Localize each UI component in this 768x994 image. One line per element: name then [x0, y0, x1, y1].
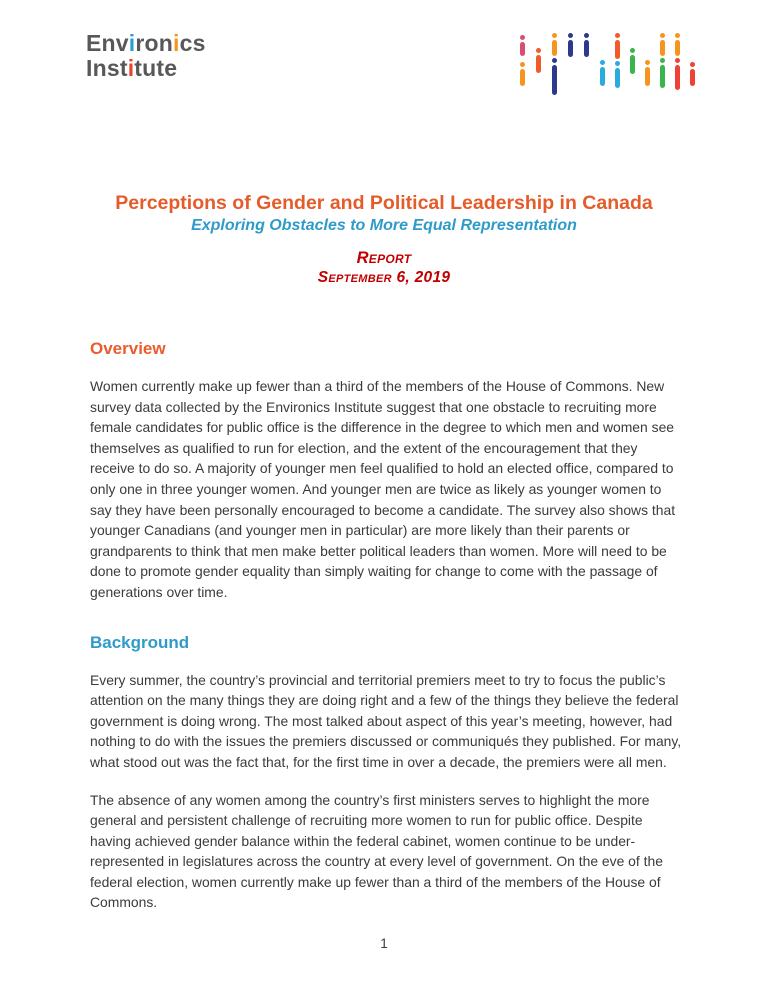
report-title: Perceptions of Gender and Political Leadership in Canada	[115, 192, 653, 214]
logo-wordmark-line2	[86, 56, 206, 81]
i-glyph	[520, 62, 525, 86]
i-glyph	[520, 35, 525, 56]
i-glyph	[584, 33, 589, 57]
paragraph: Every summer, the country’s provincial and territorial premiers meet to try to focus the public’s attention on the many things they are doing right and a few of the things they believe the federal government is doing wrong. The most talked about aspect of this year’s meeting, however, had nothing to do with the issues the premiers discussed or communiqués they published. For many, what stood out was the fact that, for the first time in over a decade, the premiers were all men.	[90, 671, 682, 770]
logo-letter-segment: i	[128, 30, 136, 56]
section-background	[90, 632, 682, 914]
document-body	[90, 338, 682, 913]
logo-letter-segment: Inst	[86, 55, 128, 81]
i-glyph	[675, 58, 680, 90]
logo-letter-segment: i	[173, 30, 180, 56]
i-glyph	[615, 61, 620, 88]
report-date: September 6, 2019	[317, 269, 451, 286]
report-subtitle: Exploring Obstacles to More Equal Representation	[191, 217, 577, 234]
page-number: 1	[380, 936, 388, 951]
report-label: Report	[356, 249, 412, 267]
i-glyph	[552, 58, 557, 95]
i-glyph	[615, 33, 620, 59]
i-glyph	[568, 33, 573, 57]
page-footer	[0, 936, 768, 951]
i-glyph	[660, 33, 665, 56]
logo-letter-segment: cs	[179, 30, 206, 56]
logo-letter-segment: Env	[86, 30, 129, 56]
section-heading-background: Background	[90, 632, 190, 652]
i-glyph	[690, 62, 695, 86]
logo-letter-segment: tute	[134, 55, 178, 81]
i-glyph	[600, 60, 605, 86]
logo-wordmark-line1	[86, 31, 206, 56]
logo-letter-segment: ron	[135, 30, 174, 56]
environics-i-pattern-icon	[515, 28, 705, 98]
section-overview	[90, 338, 682, 603]
environics-institute-logo	[86, 31, 206, 81]
i-glyph	[660, 58, 665, 88]
paragraph: The absence of any women among the country’s first ministers serves to highlight the more general and persistent challenge of recruiting more women to run for public office. Despite having achieved gender balance within the federal cabinet, women continue to be under-represented in legislatures across the country at every level of government. On the eve of the federal election, women currently make up fewer than a third of the members of the House of Commons.	[90, 791, 663, 911]
report-meta-block	[0, 249, 768, 287]
i-glyph	[552, 33, 557, 56]
i-glyph	[630, 48, 635, 74]
logo-letter-segment: i	[127, 55, 135, 81]
section-heading-overview: Overview	[90, 339, 166, 358]
paragraph: Women currently make up fewer than a third of the members of the House of Commons. New survey data collected by the Environics Institute suggest that one obstacle to recruiting more female candidates for public office is the difference in the degree to which men and women see themselves as qualified to run for election, and the extent of the encouragement that they receive to do so. A majority of younger men feel qualified to hold an elected office, compared to only one in three younger women. And younger men are twice as likely as younger women to say they have been personally encouraged to become a candidate. The survey also shows that younger Canadians (and younger men in particular) are more likely than their parents or grandparents to think that men make better political leaders than women. More will need to be done to promote gender equality than simply waiting for change to come with the passage of generations over time.	[90, 378, 676, 600]
i-glyph	[536, 48, 541, 73]
i-glyph	[645, 60, 650, 86]
title-block	[0, 192, 768, 235]
i-glyph	[675, 33, 680, 56]
